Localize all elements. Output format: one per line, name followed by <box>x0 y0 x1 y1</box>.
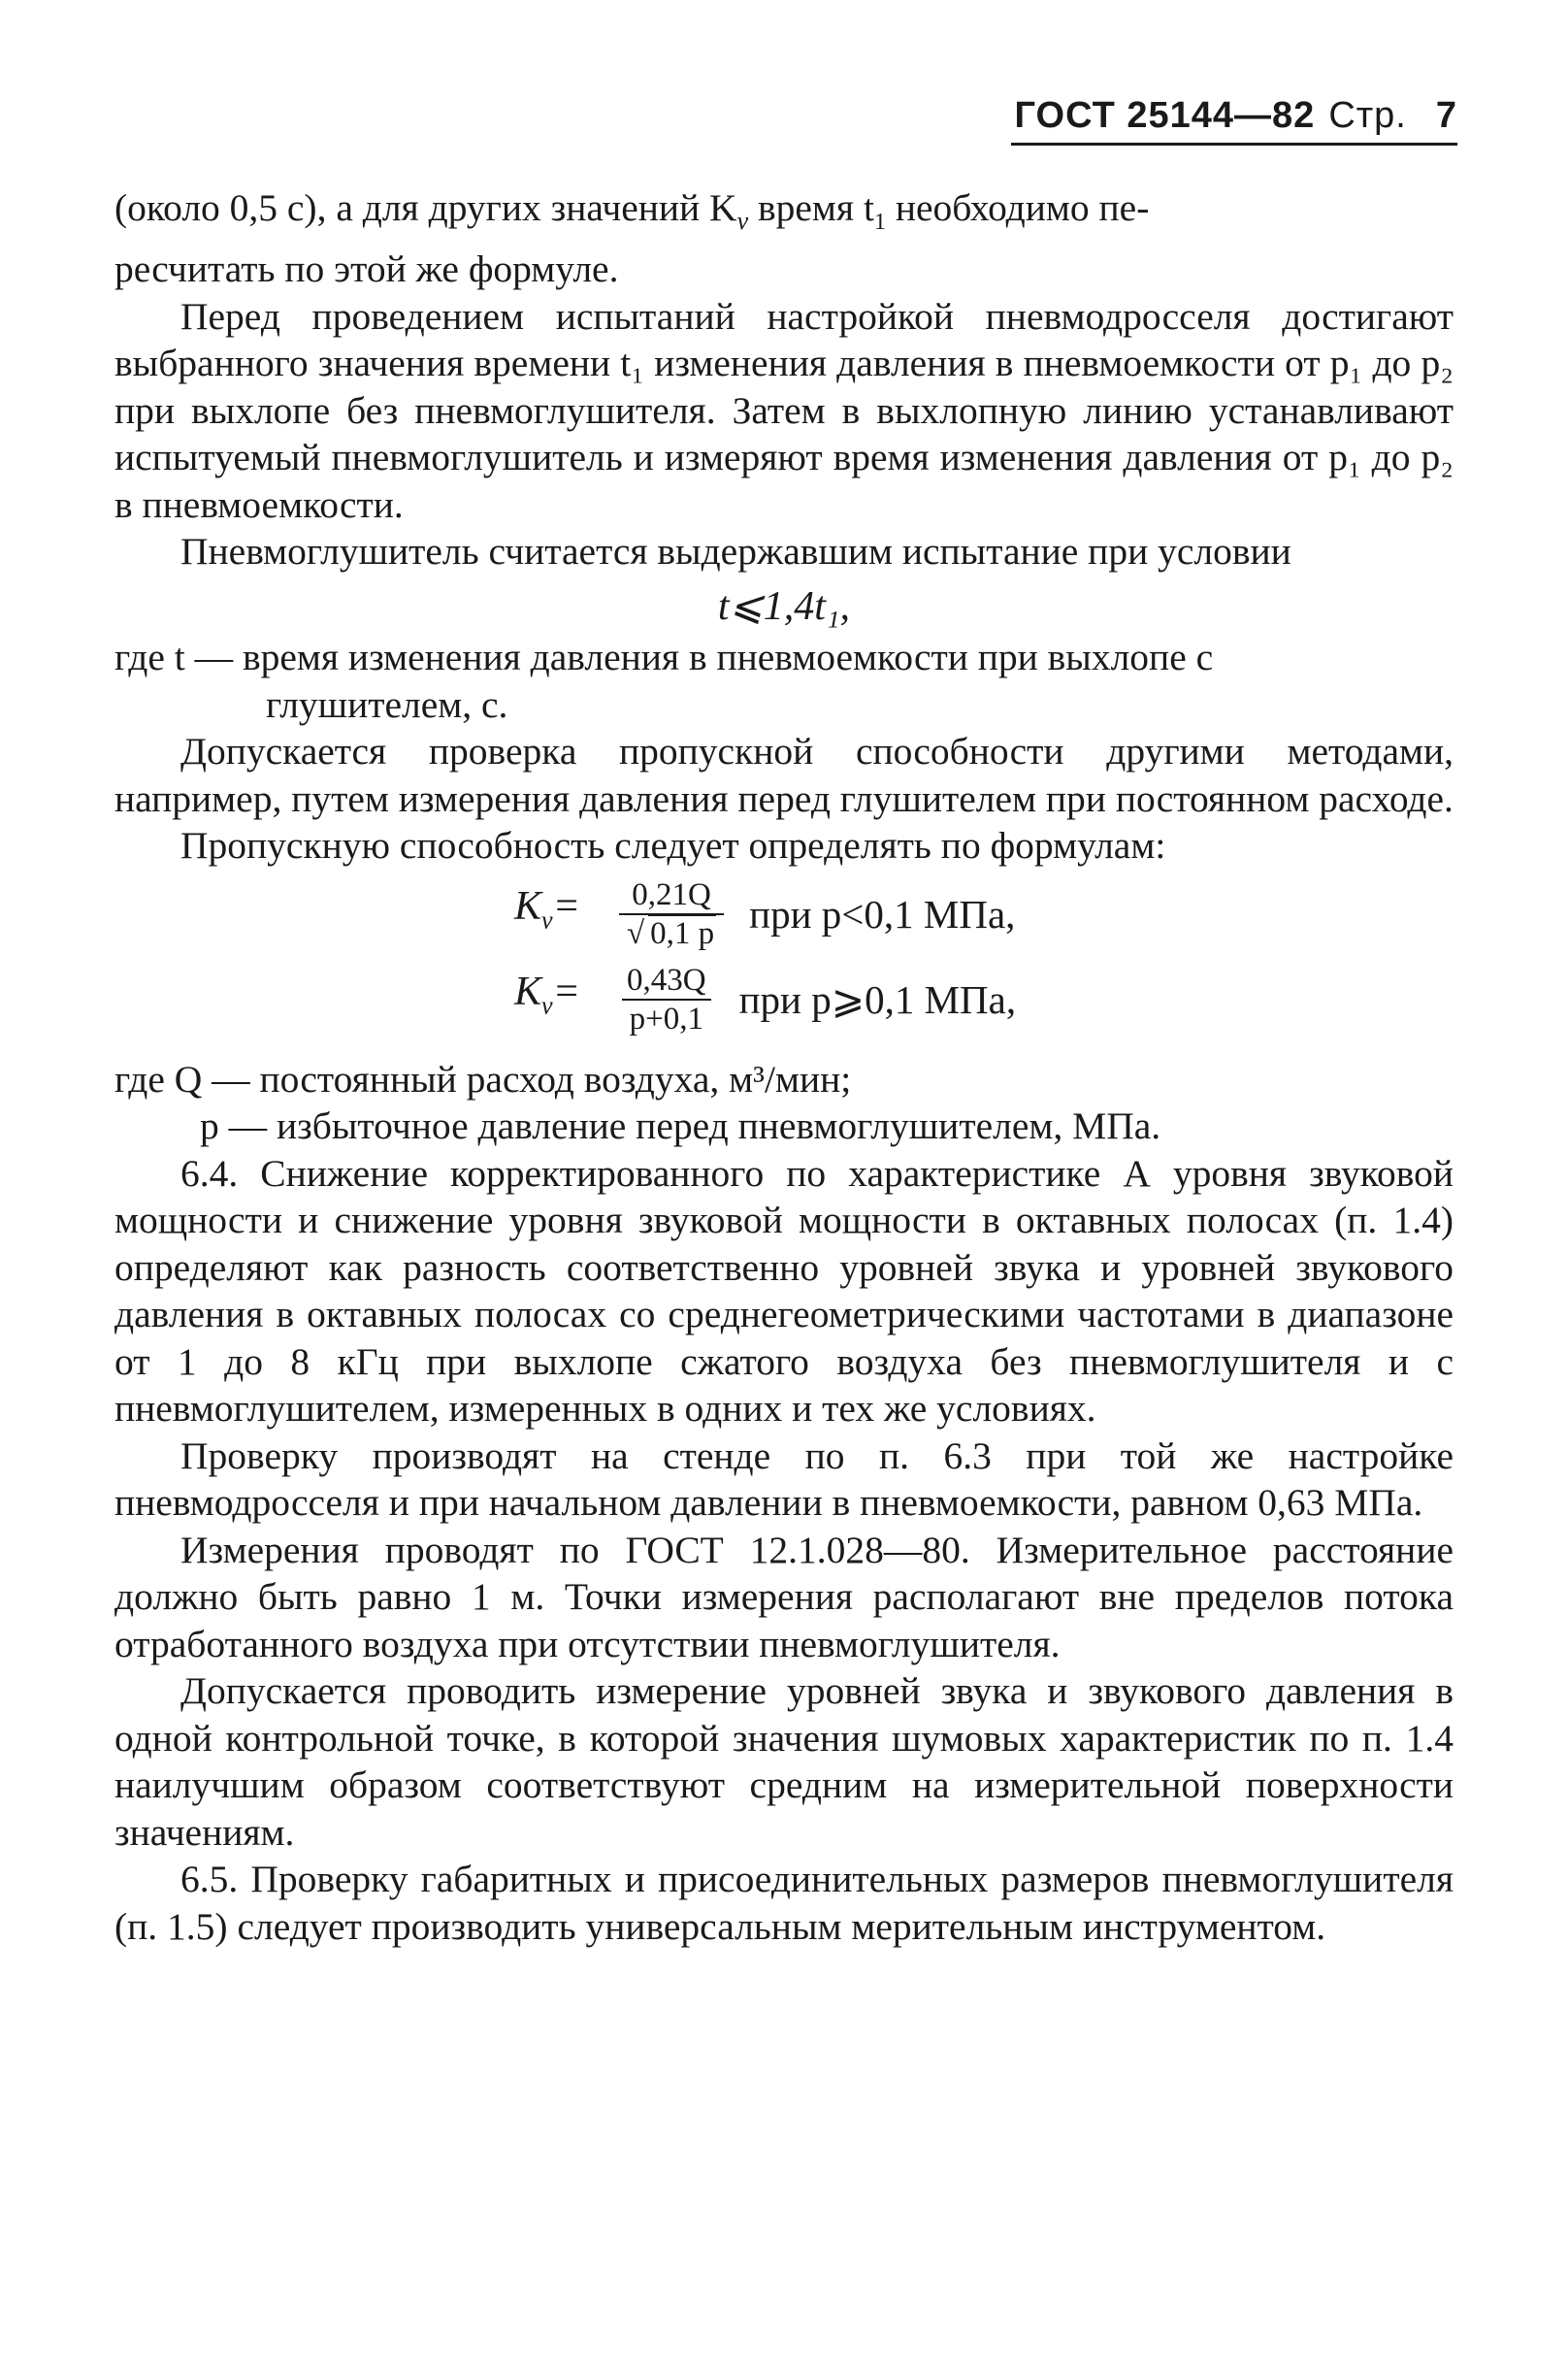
paragraph-4: Допускается проверка пропускной способности другими методами, например, путем измерения давления перед глушителем при постоянном расходе. <box>114 730 1454 820</box>
page-label: Стр. <box>1328 95 1407 136</box>
formula-condition: при p<0,1 МПа, <box>749 891 1016 937</box>
formula-kv-low-pressure: $K_v=$ $\frac{0,21Q}{√ 0,1 p}$ при p<0,1 МПа, <box>514 876 1016 951</box>
page-header <box>1011 95 1457 146</box>
formula-kv-high-pressure: $K_v=$ $\frac{0,43Q}{p+0,1}$ при p⩾0,1 МПа, <box>514 962 1017 1037</box>
paragraph-6-4: 6.4. Снижение корректированного по характеристике А уровня звуковой мощности и снижение уровня звуковой мощности в октавных полосах (п. 1.4) определяют как разность соответственно уровней звука и уровней звукового давления в октавных полосах со среднегеометрическими частотами в диапазоне от 1 до 8 кГц при выхлопе сжатого воздуха без пневмоглушителя и с пневмоглушителем, измеренных в одних и тех же условиях. <box>114 1151 1454 1431</box>
paragraph-6-5: 6.5. Проверку габаритных и присоединительных размеров пневмоглушителя (п. 1.5) следует производить универсальным мерительным инструментом. <box>114 1858 1454 1948</box>
formula-condition: при p⩾0,1 МПа, <box>738 976 1017 1022</box>
paragraph-1-end: ресчитать по этой же формуле. <box>114 247 619 291</box>
fraction-numerator: 0,21Q <box>632 876 711 912</box>
fraction-denominator: √ 0,1 p <box>619 913 724 952</box>
paragraph-5: Пропускную способность следует определять по формулам: <box>180 824 1166 868</box>
formulas-kv <box>114 875 1454 1046</box>
document-body <box>114 184 1454 1950</box>
page-number: 7 <box>1435 95 1457 136</box>
definition-t: где t — время изменения давления в пневмоемкости при выхлопе с глушителем, с. <box>114 636 1214 726</box>
paragraph-7: Проверку производят на стенде по п. 6.3 при той же настройке пневмодросселя и при начальном давлении в пневмоемкости, равном 0,63 МПа. <box>114 1433 1454 1525</box>
definition-q-p: где Q — постоянный расход воздуха, м³/мин; p — избыточное давление перед пневмоглушителем, МПа. <box>114 1057 1161 1148</box>
formula-time-condition: t⩽1,4t₁, <box>717 583 851 629</box>
paragraph-1: (около 0,5 с), а для других значений $K_v$ время $t_1$ необходимо пе- <box>114 186 1150 235</box>
paragraph-2: Перед проведением испытаний настройкой пневмодросселя достигают выбранного значения времени t₁ изменения давления в пневмоемкости от p₁ до p₂ при выхлопе без пневмоглушителя. Затем в выхлопную линию устанавливают испытуемый пневмоглушитель и измеряют время изменения давления от p₁ до p₂ в пневмоемкости. <box>114 294 1454 526</box>
paragraph-9: Допускается проводить измерение уровней звука и звукового давления в одной контрольной точке, в которой значения шумовых характеристик по п. 1.4 наилучшим образом соответствуют средним на измерительной поверхности значениям. <box>114 1669 1454 1854</box>
fraction-denominator: p+0,1 <box>622 999 711 1037</box>
fraction-numerator: 0,43Q <box>627 962 706 998</box>
paragraph-3: Пневмоглушитель считается выдержавшим испытание при условии <box>180 530 1291 574</box>
standard-number: ГОСТ 25144—82 <box>1014 95 1316 136</box>
paragraph-8: Измерения проводят по ГОСТ 12.1.028—80. Измерительное расстояние должно быть равно 1 м. Точки измерения располагают вне пределов потока отработанного воздуха при отсутствии пневмоглушителя. <box>114 1528 1454 1665</box>
